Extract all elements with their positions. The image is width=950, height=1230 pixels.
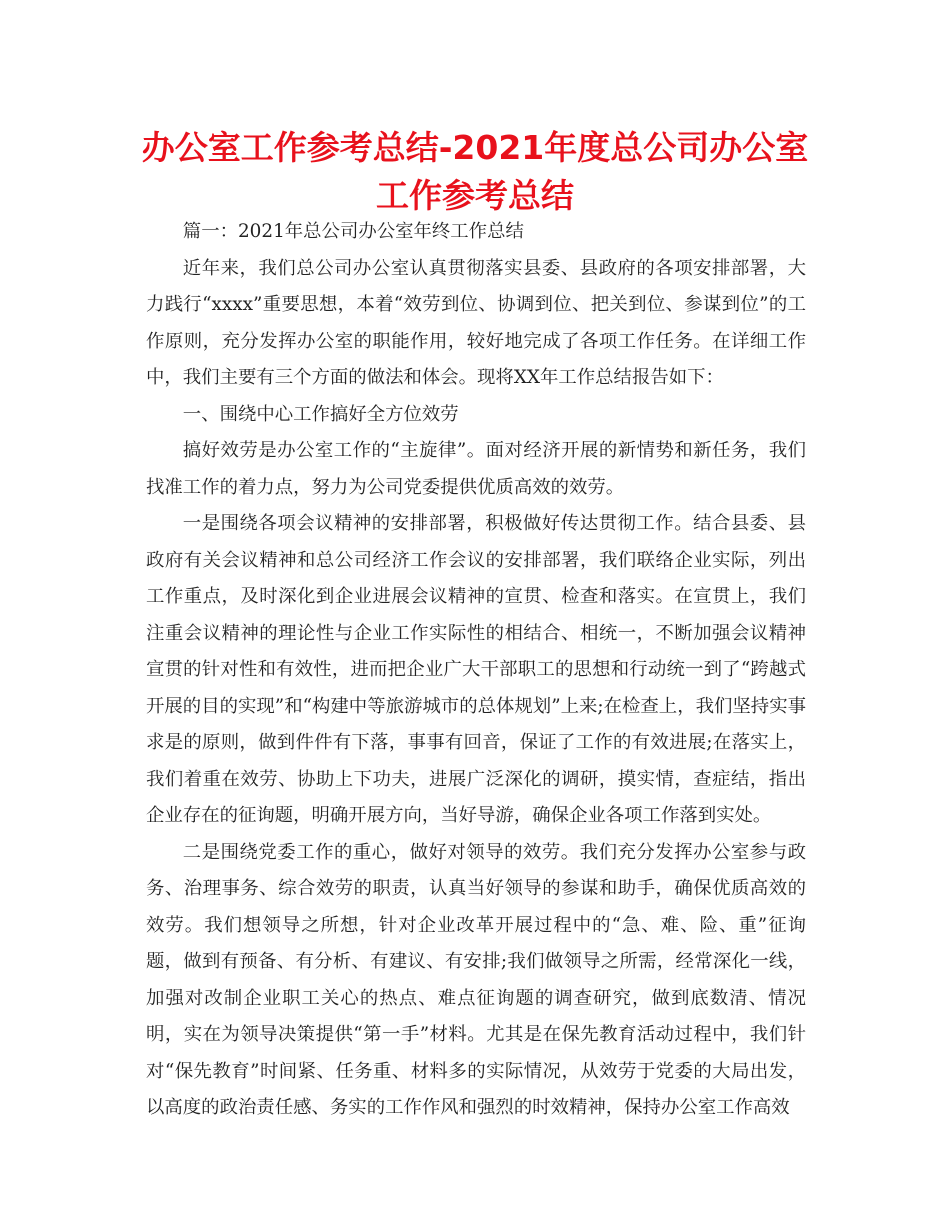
document-body: [146, 214, 806, 1127]
paragraph: 一是围绕各项会议精神的安排部署，积极做好传达贯彻工作。结合县委、县政府有关会议精神和总公司经济工作会议的安排部署，我们联络企业实际，列出工作重点，及时深化到企业进展会议精神的宣贯、检查和落实。在宣贯上，我们注重会议精神的理论性与企业工作实际性的相结合、相统一，不断加强会议精神宣贯的针对性和有效性，进而把企业广大干部职工的思想和行动统一到了“跨越式开展的目的实现”和“构建中等旅游城市的总体规划”上来;在检查上，我们坚持实事求是的原则，做到件件有下落，事事有回音，保证了工作的有效进展;在落实上，我们着重在效劳、协助上下功夫，进展广泛深化的调研，摸实情，查症结，指出企业存在的征询题，明确开展方向，当好导游，确保企业各项工作落到实处。: [146, 513, 806, 826]
paragraph: 二是围绕党委工作的重心，做好对领导的效劳。我们充分发挥办公室参与政务、治理事务、综合效劳的职责，认真当好领导的参谋和助手，确保优质高效的效劳。我们想领导之所想，针对企业改革开展过程中的“急、难、险、重”征询题，做到有预备、有分析、有建议、有安排;我们做领导之所需，经常深化一线，加强对改制企业职工关心的热点、难点征询题的调查研究，做到底数清、情况明，实在为领导决策提供“第一手”材料。尤其是在保先教育活动过程中，我们针对“保先教育”时间紧、任务重、材料多的实际情况，从效劳于党委的大局出发，以高度的政治责任感、务实的工作作风和强烈的时效精神，保持办公室工作高效: [146, 841, 806, 1118]
paragraph: 搞好效劳是办公室工作的“主旋律”。面对经济开展的新情势和新任务，我们找准工作的着力点，努力为公司党委提供优质高效的效劳。: [146, 440, 806, 498]
section-heading: 一、围绕中心工作搞好全方位效劳: [182, 403, 459, 425]
section-heading: 篇一：2021年总公司办公室年终工作总结: [182, 221, 524, 242]
document-title: 办公室工作参考总结-2021年度总公司办公室工作参考总结: [141, 128, 809, 215]
paragraph: 近年来，我们总公司办公室认真贯彻落实县委、县政府的各项安排部署，大力践行“xxxx”重要思想，本着“效劳到位、协调到位、把关到位、参谋到位”的工作原则，充分发挥办公室的职能作用，较好地完成了各项工作任务。在详细工作中，我们主要有三个方面的做法和体会。现将XX年工作总结报告如下：: [146, 257, 806, 388]
